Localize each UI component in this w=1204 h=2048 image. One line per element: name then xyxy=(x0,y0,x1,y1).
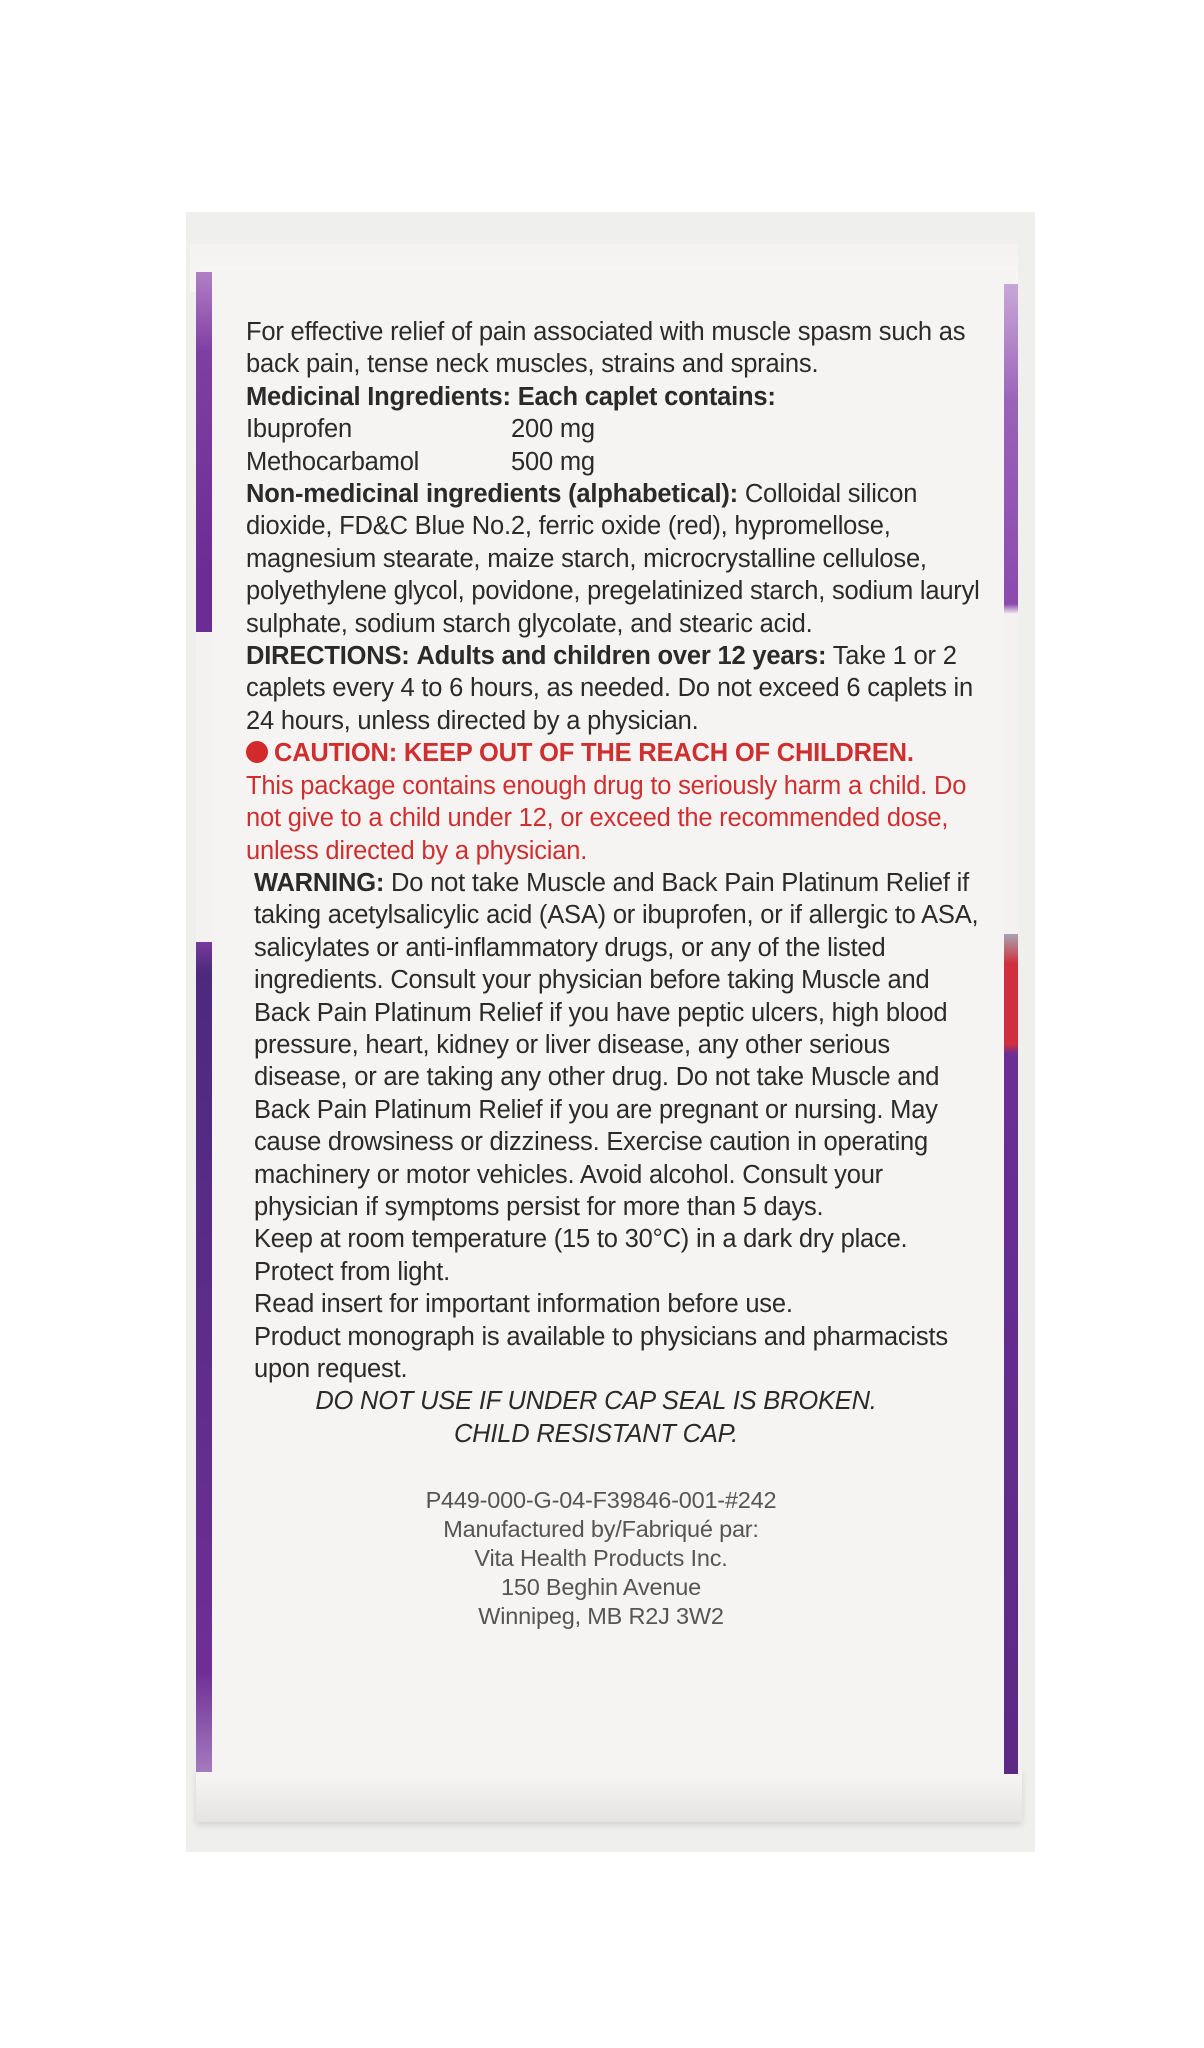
warning-text: Do not take Muscle and Back Pain Platinum Relief if taking acetylsalicylic acid (ASA) or ibuprofen, or if allergic to ASA, salicylates or anti-inflammatory drugs, or any of the listed ingredients. Consult your physician before taking Muscle and Back Pain Platinum Relief if you have peptic ulcers, high blood pressure, heart, kidney or liver disease, any other serious disease, or are taking any other drug. Do not take Muscle and Back Pain Platinum Relief if you are pregnant or nursing. May cause drowsiness or dizziness. Exercise caution in operating machinery or motor vehicles. Avoid alcohol. Consult your physician if symptoms persist for more than 5 days. xyxy=(254,868,979,1221)
ingredient-name: Methocarbamol xyxy=(246,447,420,476)
manufacturer-street: 150 Beghin Avenue xyxy=(500,1574,702,1601)
non-medicinal-section xyxy=(246,478,986,640)
lot-code: P449-000-G-04-F39846-001-#242 xyxy=(425,1487,777,1514)
warning-heading: WARNING: xyxy=(254,868,385,897)
manufacturer-name: Vita Health Products Inc. xyxy=(474,1545,728,1572)
non-medicinal-text: Colloidal silicon dioxide, FD&C Blue No.2, ferric oxide (red), hypromellose, magnesium stearate, maize starch, microcrystalline cellulose, polyethylene glycol, povidone, pregelatinized starch, sodium lauryl sulphate, sodium starch glycolate, and stearic acid. xyxy=(246,480,980,638)
directions-text: Take 1 or 2 caplets every 4 to 6 hours, as needed. Do not exceed 6 caplets in 24 hours, unless directed by a physician. xyxy=(246,642,973,735)
right-color-stripe xyxy=(1004,284,1018,1774)
warning-section xyxy=(246,867,986,1223)
ingredient-name: Ibuprofen xyxy=(246,415,352,444)
storage-text: Keep at room temperature (15 to 30°C) in a dark dry place. Protect from light. xyxy=(254,1225,908,1286)
ingredient-row xyxy=(246,413,986,445)
ingredient-amount: 500 mg xyxy=(511,447,595,476)
monograph-text: Product monograph is available to physicians and pharmacists upon request. xyxy=(254,1322,948,1383)
directions-section xyxy=(246,640,986,737)
manufacturer-label: Manufactured by/Fabriqué par: xyxy=(443,1516,759,1543)
medicinal-heading: Medicinal Ingredients: Each caplet contains: xyxy=(246,382,776,411)
left-purple-stripe xyxy=(196,272,212,1772)
caution-text: This package contains enough drug to seriously harm a child. Do not give to a child under 12, or exceed the recommended dose, unless directed by a physician. xyxy=(246,771,967,865)
ingredient-amount: 200 mg xyxy=(511,415,595,444)
caution-heading-line xyxy=(246,737,986,769)
non-medicinal-heading: Non-medicinal ingredients (alphabetical): xyxy=(246,480,738,509)
directions-subheading: Adults and children over 12 years: xyxy=(416,642,827,671)
caution-heading: CAUTION: KEEP OUT OF THE REACH OF CHILDREN. xyxy=(274,739,914,768)
indication-text: For effective relief of pain associated with muscle spasm such as back pain, tense neck muscles, strains and sprains. xyxy=(246,318,966,379)
cap-notice: CHILD RESISTANT CAP. xyxy=(453,1419,739,1448)
insert-text: Read insert for important information before use. xyxy=(254,1290,793,1319)
directions-heading: DIRECTIONS: xyxy=(246,642,410,671)
manufacturer-city: Winnipeg, MB R2J 3W2 xyxy=(478,1603,724,1630)
manufacturer-block xyxy=(246,1486,986,1631)
caution-dot-icon xyxy=(246,741,268,763)
label-text-block xyxy=(246,316,986,1631)
ingredient-row xyxy=(246,446,986,478)
seal-notice: DO NOT USE IF UNDER CAP SEAL IS BROKEN. xyxy=(315,1387,877,1416)
